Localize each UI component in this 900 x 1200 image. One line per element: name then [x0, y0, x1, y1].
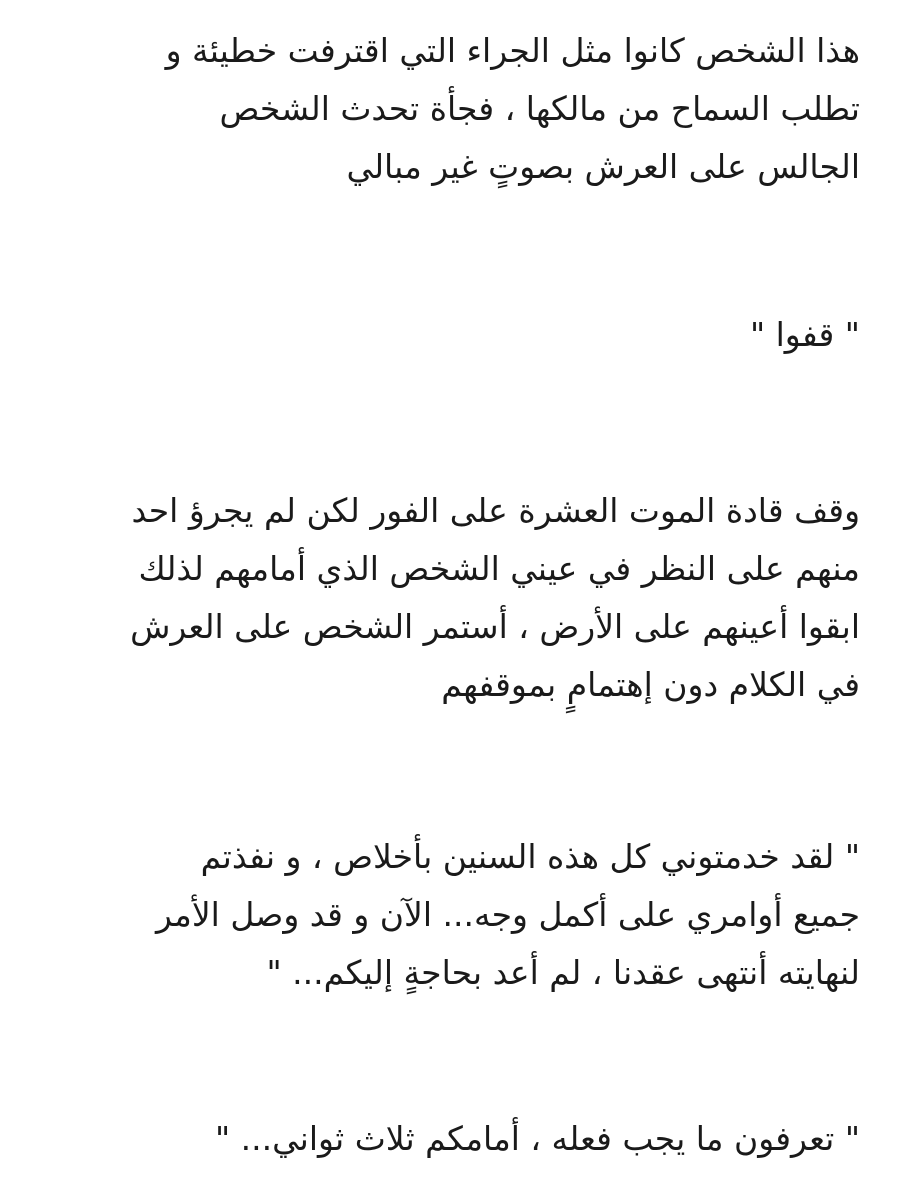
text-line: " تعرفون ما يجب فعله ، أمامكم ثلاث ثواني... " [215, 1119, 860, 1158]
text-line: الجالس على العرش بصوتٍ غير مبالي [346, 147, 860, 186]
text-line: في الكلام دون إهتمامٍ بموقفهم [441, 665, 860, 704]
text-line: " قفوا " [749, 315, 860, 354]
text-line: جميع أوامري على أكمل وجه... الآن و قد وصل الأمر [155, 895, 860, 934]
text-line: هذا الشخص كانوا مثل الجراء التي اقترفت خطيئة و [165, 31, 860, 70]
text-line: منهم على النظر في عيني الشخص الذي أمامهم لذلك [138, 549, 860, 588]
text-line: وقف قادة الموت العشرة على الفور لكن لم يجرؤ احد [131, 491, 860, 530]
text-line: " لقد خدمتوني كل هذه السنين بأخلاص ، و نفذتم [200, 837, 860, 876]
text-line: ابقوا أعينهم على الأرض ، أستمر الشخص على العرش [130, 607, 860, 646]
paragraph-dialogue-3 [40, 1110, 860, 1168]
paragraph-narration-2 [40, 482, 860, 714]
text-line: لنهايته أنتهى عقدنا ، لم أعد بحاجةٍ إليكم... " [266, 953, 860, 992]
text-line: تطلب السماح من مالكها ، فجأة تحدث الشخص [219, 89, 860, 128]
paragraph-narration-1 [40, 22, 860, 196]
paragraph-dialogue-1 [40, 306, 860, 364]
paragraph-dialogue-2 [40, 828, 860, 1002]
